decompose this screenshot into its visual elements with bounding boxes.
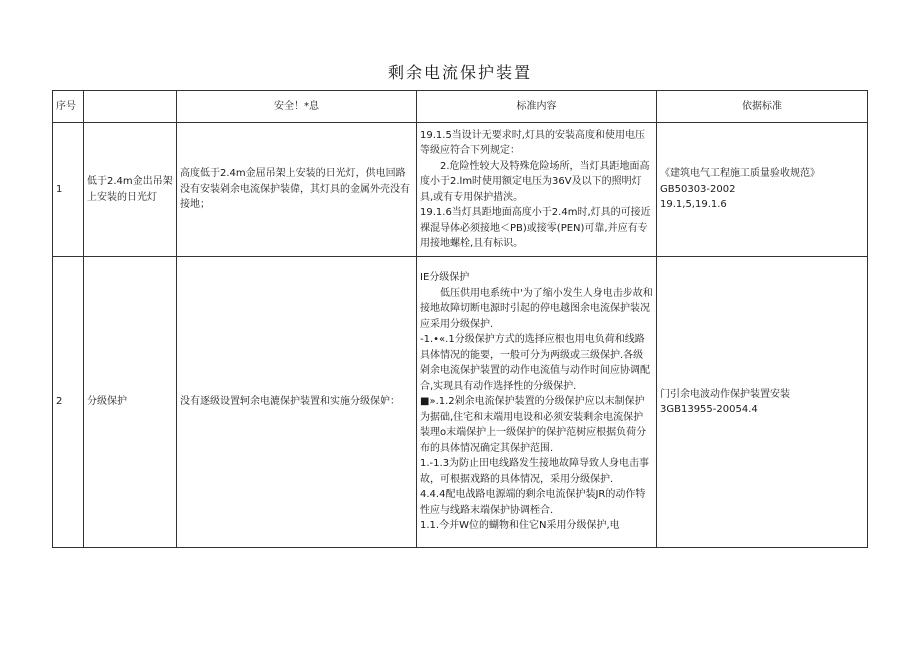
header-item [84,91,177,123]
row-standard [417,257,657,548]
row-safety: 没有逐级设置轲余电漉保护装置和实施分级保妒： [177,257,417,548]
row-no: 1 [53,123,84,257]
row-no: 2 [53,257,84,548]
standard-line: 1.1.今并W位的蝴物和住它N采用分级保护,电 [420,520,620,532]
page-title: 剩余电流保护装置 [387,63,532,82]
standard-line: -1.•«.1分级保护方式的选择应根也用电负荷和线路具体情况的能要，一般可分为两级或三级保护.各级剁余电流保护装置的动作电流值与动作时间应协调配合,实现具有动作选择性的分级保护. [420,334,650,392]
standard-line: IE分级保护 [420,272,470,284]
header-no: 序号 [53,91,84,123]
row-safety: 高度低于2.4m金屈吊架上安装的日光灯，供电回路没有安装剁余电流保护装偉，其灯具的金属外壳没有接地； [177,123,417,257]
standard-line: 19.1.6当灯具距地面高度小于2.4m时,灯具的可接近裸混导体必须接地＜PB)或接零(PEN)可靠,并应有专用接地螺栓,且有标识。 [420,207,651,249]
table-row [53,123,868,257]
header-standard: 标准内容 [417,91,657,123]
row-item: 分级保护 [84,257,177,548]
header-safety: 安全！*息 [177,91,417,123]
row-basis [657,257,868,548]
standard-line: 1.-1.3为防止田电线路发生接地故障导致人身电击事故，可根据戏路的具体情况，采用分级保护. [420,458,650,485]
standard-line: 4.4.4配电战路电源端的剩余电流保护装JR的动作特性应与线路末端保护协调桎合. [420,489,646,516]
table-row [53,257,868,548]
row-standard [417,123,657,257]
basis-line: 《建筑电气工程施工质量验收规范》GB50303-2002 [660,168,820,195]
header-basis: 依据标准 [657,91,868,123]
spec-table [52,90,868,548]
table-header-row [53,91,868,123]
row-basis [657,123,868,257]
basis-line: 门引余电波动作保护装置安装 [660,388,790,400]
basis-line: 19.1,5,19.1.6 [660,199,727,211]
standard-line: 低压供用电系统中'为了缩小发生人身电击步故和接地故障切断电源时引起的停电越图余电流保护装况应采用分级保护. [420,287,653,330]
standard-line: ■».1.2剁余电流保护装置的分级保护应以末制保护为据础,住宅和末端用电设和必须安装剩余电流保护装理o末端保护上一级保护的保护范树应根据负荷分布的具体情况确定其保护范围. [420,396,647,454]
standard-line: 2.危险性较大及特殊危险场所，当灯具距地面高度小于2.lm时使用额定电压为36V及以下的照明灯具,或有专用保护措浃。 [420,160,650,203]
basis-line: 3GB13955-20054.4 [660,404,758,415]
standard-line: 19.1.5当设计无要求时,灯具的安装高度和使用电压等级应符合下列规定： [420,129,645,156]
row-item: 低于2.4m金岀吊架上安装的日光灯 [84,123,177,257]
